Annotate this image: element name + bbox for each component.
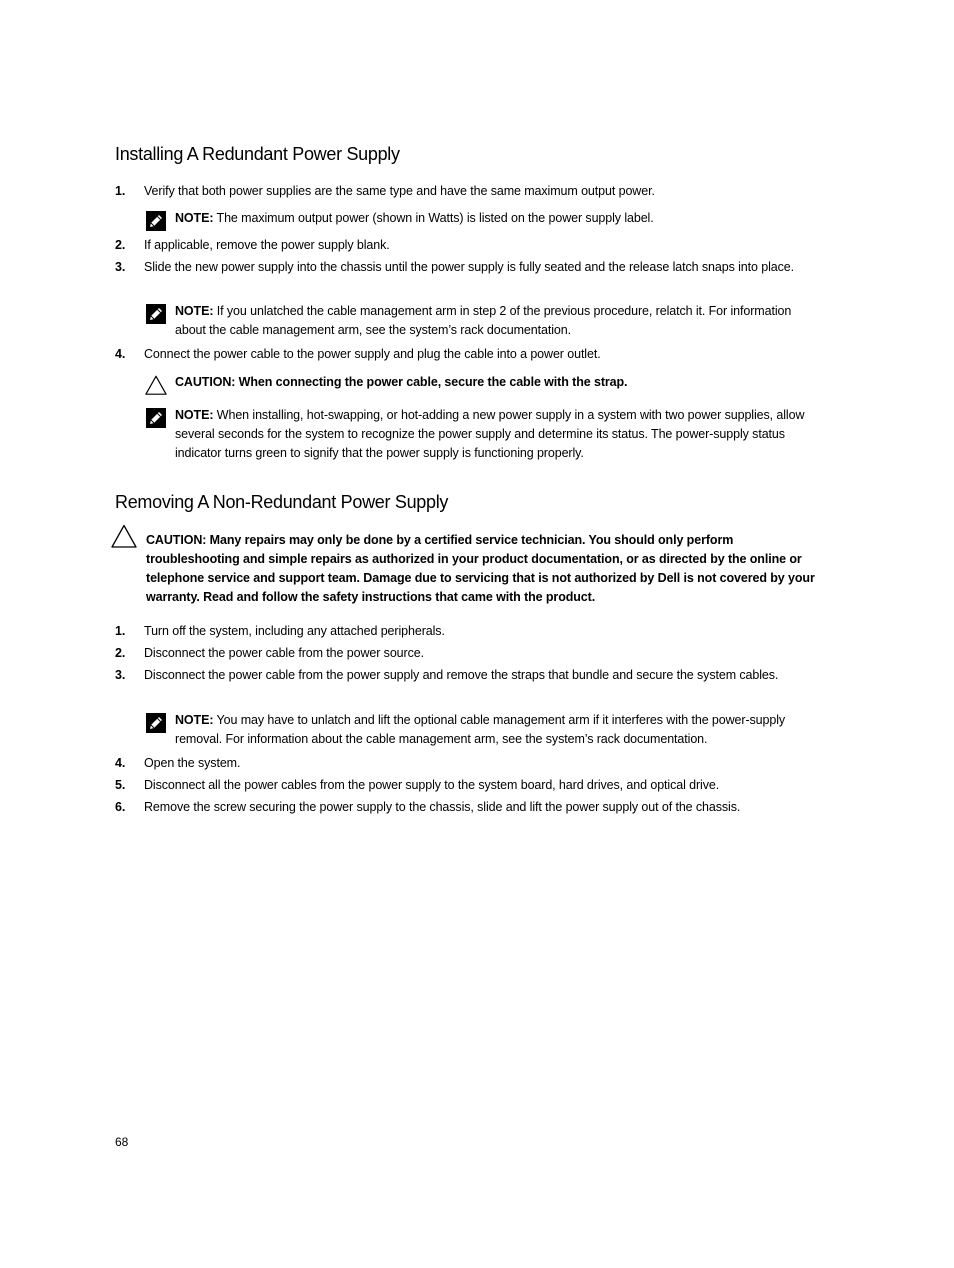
step-text: Disconnect the power cable from the power source. — [144, 646, 424, 660]
step-number: 4. — [115, 347, 126, 361]
note-text: The maximum output power (shown in Watts) is listed on the power supply label. — [213, 211, 654, 225]
note-pencil-icon — [145, 712, 167, 734]
step-text: Turn off the system, including any attached peripherals. — [144, 624, 445, 638]
note-text: You may have to unlatch and lift the optional cable management arm if it interferes with the power-supply removal. For information about the cable management arm, see the system’s rack documentation. — [175, 713, 786, 746]
step-text: Open the system. — [144, 756, 241, 770]
page-number: 68 — [115, 1135, 129, 1149]
note-label: NOTE: — [175, 211, 214, 225]
install-step-3 — [115, 258, 815, 276]
note-text: When installing, hot-swapping, or hot-adding a new power supply in a system with two power supplies, allow several seconds for the system to recognize the power supply and determine its status. The power-supply status indicator turns green to signify that the power supply is functioning properly. — [175, 408, 805, 460]
note-text: If you unlatched the cable management arm in step 2 of the previous procedure, relatch it. For information about the cable management arm, see the system’s rack documentation. — [175, 304, 792, 337]
remove-step-6 — [115, 798, 815, 816]
note-pencil-icon — [145, 210, 167, 232]
install-note-3 — [145, 406, 815, 463]
section-title-removing: Removing A Non-Redundant Power Supply — [115, 492, 449, 512]
remove-step-1 — [115, 622, 815, 640]
note-label: NOTE: — [175, 304, 214, 318]
step-text: Connect the power cable to the power supply and plug the cable into a power outlet. — [144, 347, 601, 361]
step-number: 4. — [115, 756, 126, 770]
step-number: 6. — [115, 800, 126, 814]
section-title-installing: Installing A Redundant Power Supply — [115, 144, 400, 164]
install-caution — [145, 373, 815, 392]
note-label: NOTE: — [175, 408, 214, 422]
remove-step-5 — [115, 776, 815, 794]
caution-triangle-icon — [111, 524, 137, 548]
note-pencil-icon — [145, 303, 167, 325]
caution-triangle-icon — [145, 374, 167, 396]
note-label: NOTE: — [175, 713, 214, 727]
remove-caution — [111, 531, 816, 607]
install-step-1 — [115, 182, 815, 200]
install-step-2 — [115, 236, 815, 254]
step-number: 3. — [115, 668, 126, 682]
install-note-1 — [145, 209, 815, 228]
step-text: Disconnect all the power cables from the power supply to the system board, hard drives, and optical drive. — [144, 778, 720, 792]
remove-note-1 — [145, 711, 815, 749]
caution-label: CAUTION: — [175, 375, 236, 389]
caution-text: When connecting the power cable, secure the cable with the strap. — [235, 375, 628, 389]
step-text: Slide the new power supply into the chassis until the power supply is fully seated and the release latch snaps into place. — [144, 260, 794, 274]
install-step-4 — [115, 345, 815, 363]
step-text: Disconnect the power cable from the power supply and remove the straps that bundle and secure the system cables. — [144, 668, 779, 682]
caution-text: Many repairs may only be done by a certified service technician. You should only perform troubleshooting and simple repairs as authorized in your product documentation, or as directed by the online or telephone service and support team. Damage due to servicing that is not authorized by Dell is not covered by your warranty. Read and follow the safety instructions that came with the product. — [146, 533, 815, 604]
caution-label: CAUTION: — [146, 533, 207, 547]
step-number: 2. — [115, 238, 126, 252]
step-number: 2. — [115, 646, 126, 660]
step-text: Verify that both power supplies are the same type and have the same maximum output power. — [144, 184, 655, 198]
remove-step-3 — [115, 666, 815, 684]
step-text: Remove the screw securing the power supply to the chassis, slide and lift the power supply out of the chassis. — [144, 800, 741, 814]
step-number: 1. — [115, 624, 126, 638]
step-number: 3. — [115, 260, 126, 274]
step-number: 5. — [115, 778, 126, 792]
step-number: 1. — [115, 184, 126, 198]
remove-step-2 — [115, 644, 815, 662]
step-text: If applicable, remove the power supply blank. — [144, 238, 390, 252]
install-note-2 — [145, 302, 815, 340]
note-pencil-icon — [145, 407, 167, 429]
remove-step-4 — [115, 754, 815, 772]
